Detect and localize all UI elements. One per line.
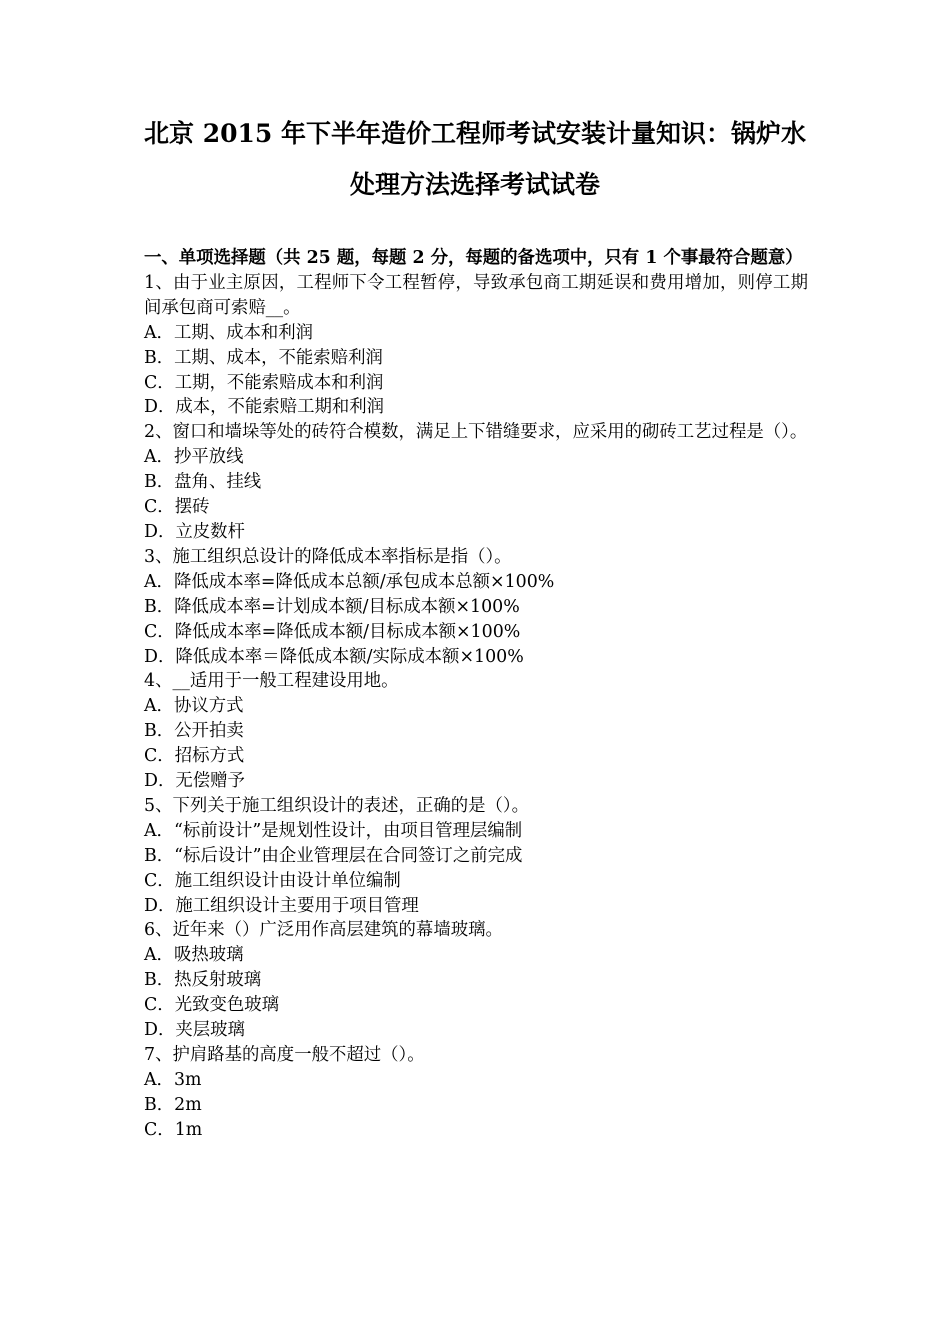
question-text: 2、窗口和墙垛等处的砖符合模数，满足上下错缝要求，应采用的砌砖工艺过程是（）。 xyxy=(144,422,808,443)
question-1 xyxy=(144,271,808,420)
option-c: C．降低成本率=降低成本额/目标成本额×100% xyxy=(144,621,521,642)
option-d: D．成本，不能索赔工期和利润 xyxy=(144,397,385,418)
option-b: B．降低成本率=计划成本额/目标成本额×100% xyxy=(144,596,520,617)
option-d: D．立皮数杆 xyxy=(144,521,245,542)
document-title-line-1: 北京 2015 年下半年造价工程师考试安装计量知识：锅炉水 xyxy=(144,119,806,148)
option-d: D．施工组织设计主要用于项目管理 xyxy=(144,895,419,916)
question-text: 1、由于业主原因，工程师下令工程暂停，导致承包商工期延误和费用增加，则停工期间承包商可索赔__。 xyxy=(144,272,808,318)
question-text: 7、护肩路基的高度一般不超过（）。 xyxy=(144,1045,425,1065)
option-b: B．公开拍卖 xyxy=(144,721,244,742)
option-a: A．3m xyxy=(144,1069,202,1090)
question-text: 5、下列关于施工组织设计的表述，正确的是（）。 xyxy=(144,795,529,816)
option-a: A．吸热玻璃 xyxy=(144,945,244,966)
question-5 xyxy=(144,794,808,919)
question-text: 6、近年来（）广泛用作高层建筑的幕墙玻璃。 xyxy=(144,920,503,941)
option-b: B．盘角、挂线 xyxy=(144,472,262,493)
option-d: D．降低成本率＝降低成本额/实际成本额×100% xyxy=(144,646,524,667)
question-text: 4、__适用于一般工程建设用地。 xyxy=(144,671,399,692)
option-b: B．工期、成本，不能索赔利润 xyxy=(144,347,383,368)
option-c: C．1m xyxy=(144,1119,203,1140)
question-text: 3、施工组织总设计的降低成本率指标是指（）。 xyxy=(144,546,512,567)
question-2 xyxy=(144,420,808,545)
option-c: C．招标方式 xyxy=(144,746,245,767)
document-body xyxy=(144,246,808,1143)
section-heading: 一、单项选择题（共 25 题，每题 2 分，每题的备选项中，只有 1 个事最符合题意） xyxy=(144,248,803,268)
document-title-line-2: 处理方法选择考试试卷 xyxy=(349,170,600,199)
option-c: C．工期，不能索赔成本和利润 xyxy=(144,372,384,393)
option-b: B．热反射玻璃 xyxy=(144,970,262,991)
option-a: A．协议方式 xyxy=(144,696,244,717)
option-c: C．光致变色玻璃 xyxy=(144,995,280,1016)
option-a: A．降低成本率=降低成本总额/承包成本总额×100% xyxy=(144,571,555,592)
question-6 xyxy=(144,918,808,1043)
option-a: A．“标前设计”是规划性设计，由项目管理层编制 xyxy=(144,820,523,841)
option-a: A．工期、成本和利润 xyxy=(144,322,314,343)
option-b: B．2m xyxy=(144,1094,202,1115)
option-c: C．施工组织设计由设计单位编制 xyxy=(144,870,401,891)
option-d: D．夹层玻璃 xyxy=(144,1020,245,1041)
option-b: B．“标后设计”由企业管理层在合同签订之前完成 xyxy=(144,845,523,866)
question-4 xyxy=(144,669,808,794)
question-7 xyxy=(144,1043,808,1143)
question-3 xyxy=(144,545,808,670)
option-c: C．摆砖 xyxy=(144,497,210,518)
option-a: A．抄平放线 xyxy=(144,447,244,468)
option-d: D．无偿赠予 xyxy=(144,771,245,792)
